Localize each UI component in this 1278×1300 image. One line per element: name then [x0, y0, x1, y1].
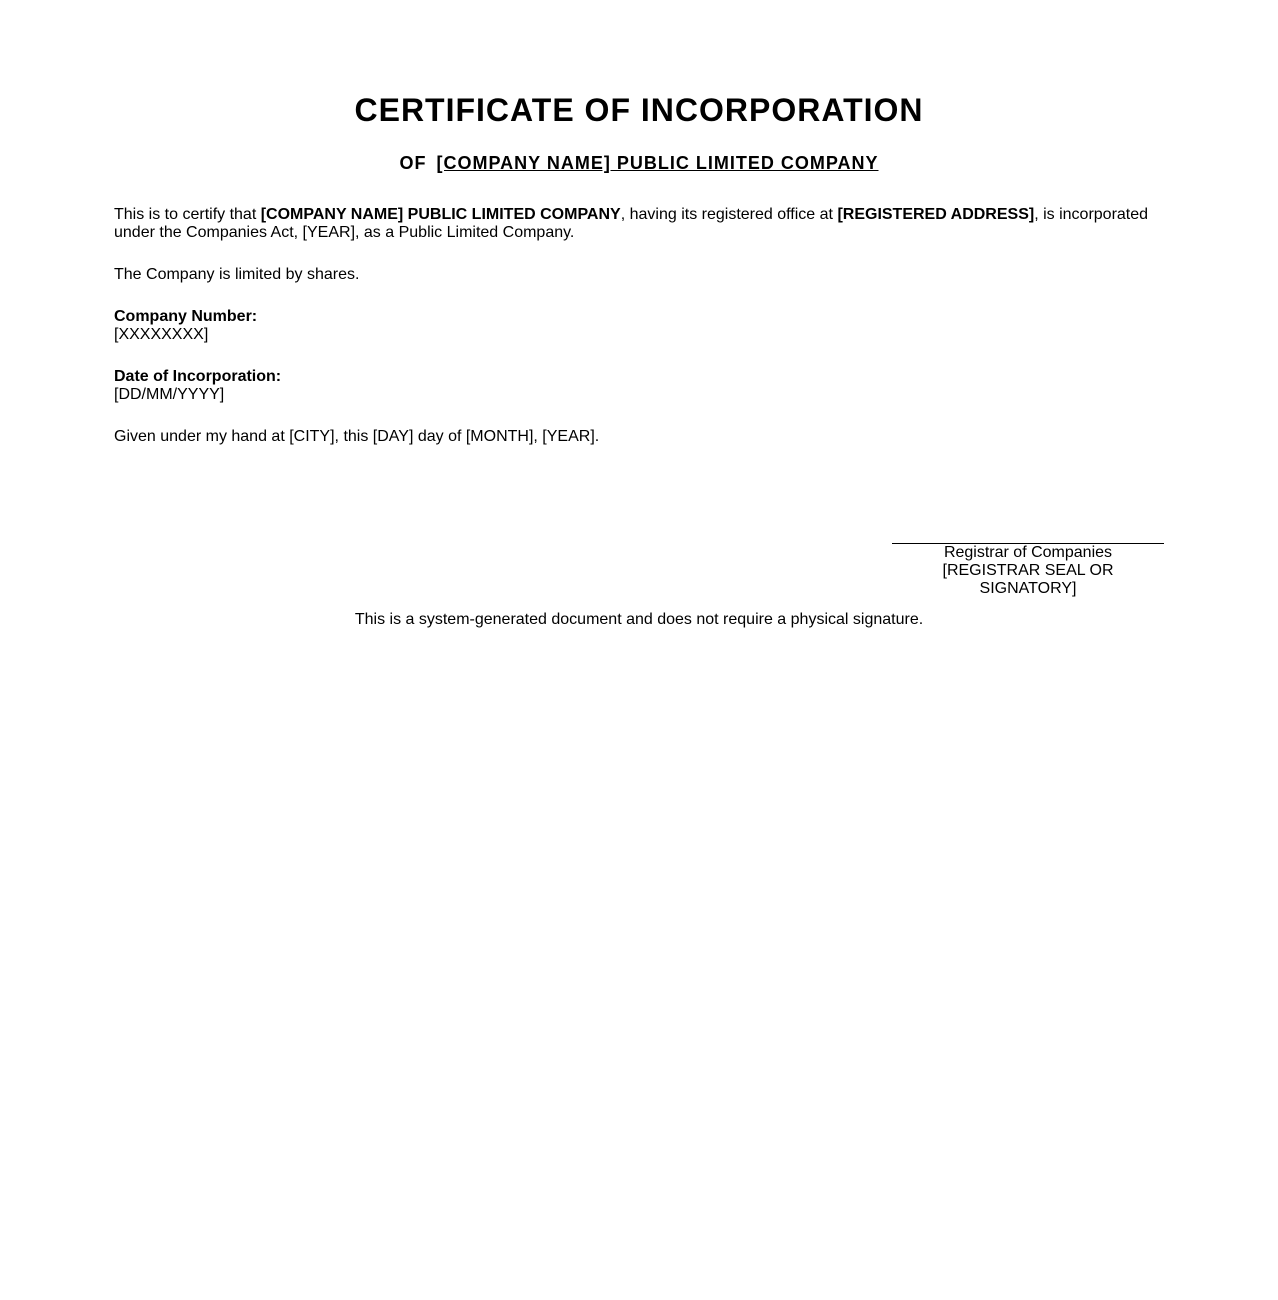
given-under-paragraph: Given under my hand at [CITY], this [DAY] day of [MONTH], [YEAR]. [114, 428, 600, 445]
certify-paragraph [114, 206, 1164, 242]
company-number-value: [XXXXXXXX] [114, 326, 209, 343]
signature-role: Registrar of Companies [943, 544, 1113, 561]
certify-tail: , is incorporated under the Companies Act, [YEAR], as a Public Limited Company. [114, 206, 1149, 241]
document-subtitle [0, 152, 1278, 174]
date-of-incorporation-block [114, 368, 1164, 404]
certify-lead: This is to certify that [114, 206, 261, 223]
certify-address: [REGISTERED ADDRESS] [837, 206, 1035, 223]
document-title: CERTIFICATE OF INCORPORATION [354, 92, 924, 128]
company-number-block [114, 308, 1164, 344]
subtitle-prefix: OF [399, 153, 427, 173]
certify-company-name: [COMPANY NAME] PUBLIC LIMITED COMPANY [260, 206, 621, 223]
certificate-body [114, 206, 1164, 470]
date-of-incorporation-label: Date of Incorporation: [114, 368, 282, 385]
company-number-label: Company Number: [114, 308, 258, 325]
date-of-incorporation-value: [DD/MM/YYYY] [114, 386, 225, 403]
signature-block [892, 543, 1164, 598]
footer-note: This is a system-generated document and does not require a physical signature. [354, 611, 924, 628]
limited-by-paragraph: The Company is limited by shares. [114, 266, 360, 283]
signature-seal: [REGISTRAR SEAL OR SIGNATORY] [942, 562, 1114, 597]
subtitle-company-name: [COMPANY NAME] PUBLIC LIMITED COMPANY [436, 153, 879, 173]
certify-mid: , having its registered office at [620, 206, 838, 223]
